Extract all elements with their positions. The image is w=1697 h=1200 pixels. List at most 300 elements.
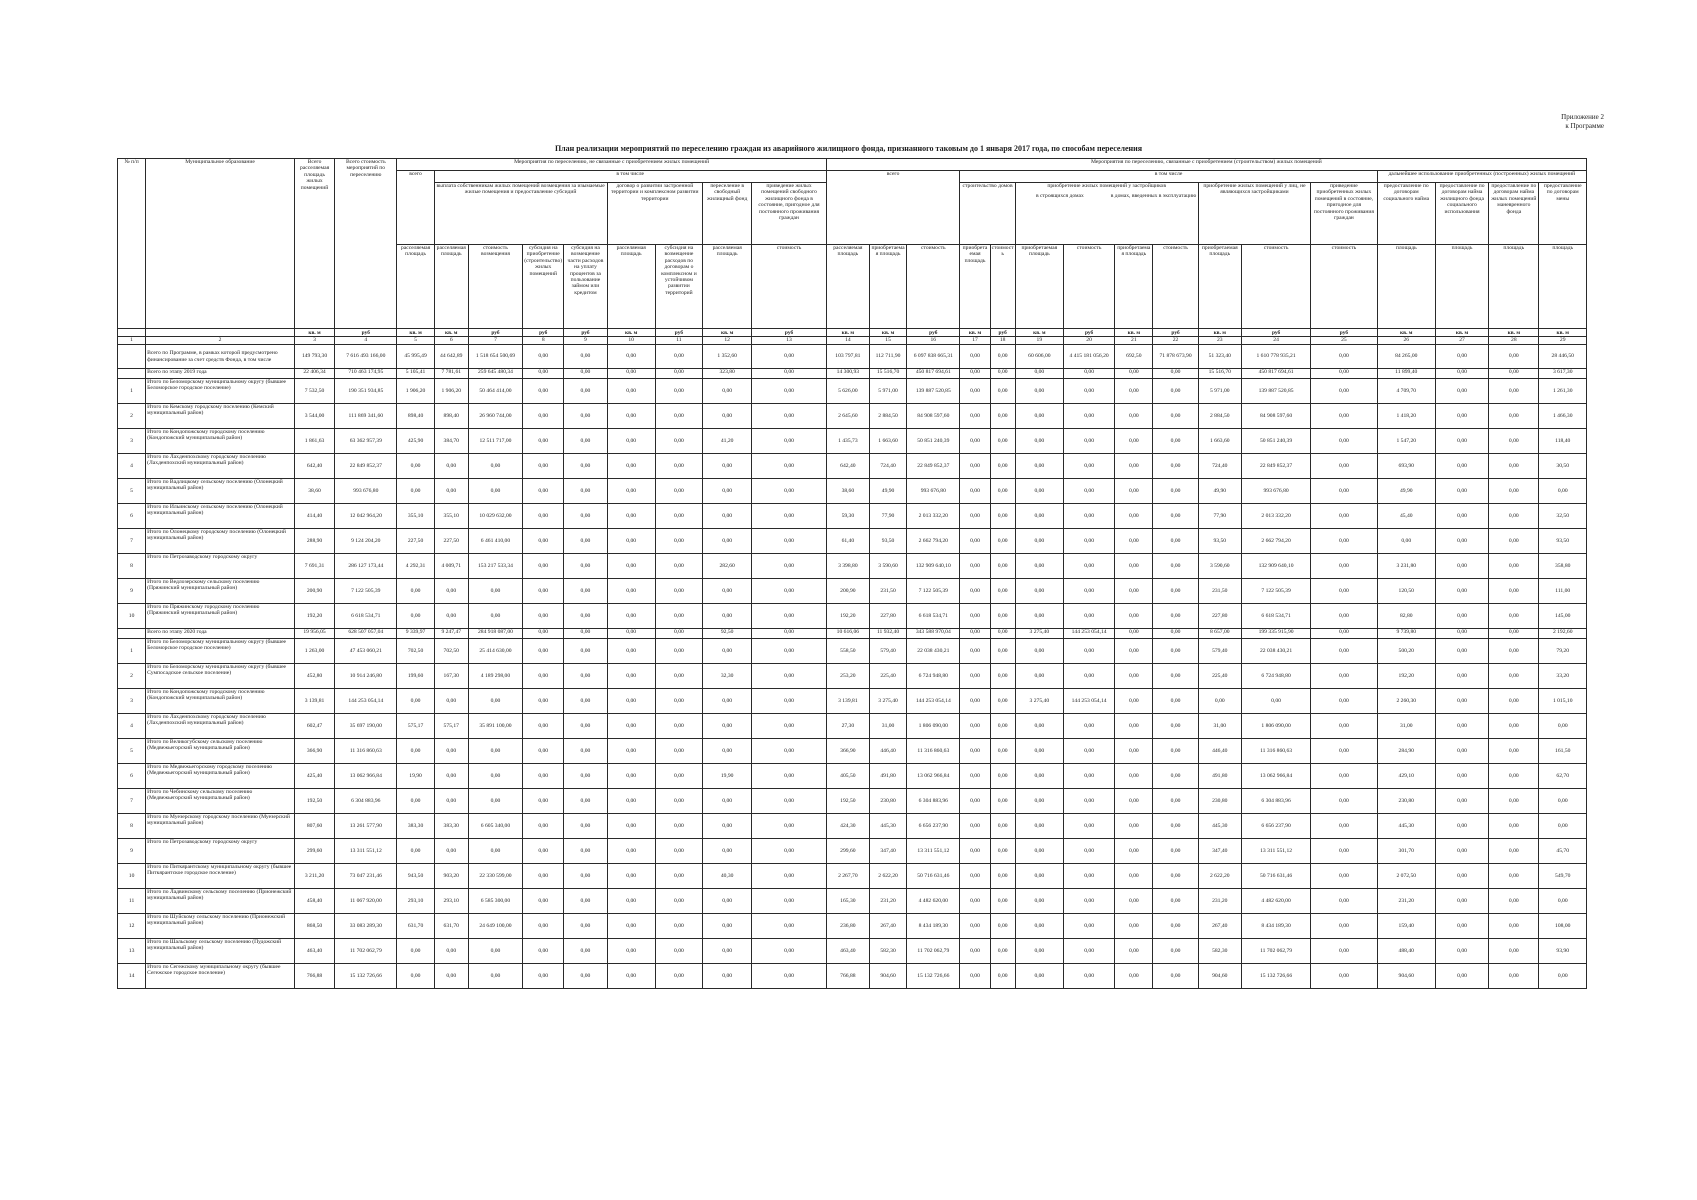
row-value: 0,00 bbox=[990, 604, 1015, 629]
row-value: 0,00 bbox=[1153, 814, 1198, 839]
row-number: 4 bbox=[118, 714, 146, 739]
row-value: 41,20 bbox=[703, 429, 752, 454]
row-value: 2 884,50 bbox=[1198, 404, 1241, 429]
table-row bbox=[118, 379, 1587, 404]
row-value: 7 616 493 166,00 bbox=[335, 345, 397, 369]
row-value: 366,90 bbox=[294, 739, 334, 764]
row-value: 0,00 bbox=[397, 454, 434, 479]
row-value: 1 418,20 bbox=[1377, 404, 1435, 429]
row-value: 6 304 883,96 bbox=[907, 789, 960, 814]
row-value: 0,00 bbox=[1015, 764, 1063, 789]
column-number: 1 bbox=[118, 337, 146, 345]
row-value: 0,00 bbox=[1015, 554, 1063, 579]
row-value: 384,70 bbox=[434, 429, 468, 454]
row-value: 0,00 bbox=[1153, 554, 1198, 579]
row-value: 0,00 bbox=[990, 429, 1015, 454]
row-value: 3 275,40 bbox=[869, 689, 906, 714]
header-sub-28: площадь bbox=[1489, 245, 1539, 329]
row-value: 0,00 bbox=[1435, 629, 1488, 639]
row-number: 14 bbox=[118, 964, 146, 989]
row-value: 231,50 bbox=[1198, 579, 1241, 604]
row-value: 0,00 bbox=[523, 529, 564, 554]
row-value: 0,00 bbox=[1015, 504, 1063, 529]
table-row bbox=[118, 479, 1587, 504]
row-value: 28 446,50 bbox=[1539, 345, 1587, 369]
row-value: 0,00 bbox=[607, 604, 655, 629]
row-number bbox=[118, 369, 146, 379]
row-value: 192,50 bbox=[826, 789, 869, 814]
row-value: 0,00 bbox=[752, 604, 826, 629]
row-value: 61,40 bbox=[826, 529, 869, 554]
row-value: 0,00 bbox=[703, 914, 752, 939]
row-value: 0,00 bbox=[607, 789, 655, 814]
row-value: 6 618 534,71 bbox=[1241, 604, 1310, 629]
row-value: 0,00 bbox=[434, 689, 468, 714]
row-value: 642,40 bbox=[294, 454, 334, 479]
row-value: 0,00 bbox=[1435, 814, 1488, 839]
row-value: 0,00 bbox=[1489, 914, 1539, 939]
row-value: 0,00 bbox=[655, 714, 702, 739]
row-value: 0,00 bbox=[1435, 739, 1488, 764]
row-value: 0,00 bbox=[523, 454, 564, 479]
row-value: 0,00 bbox=[397, 839, 434, 864]
column-number: 26 bbox=[1377, 337, 1435, 345]
row-number: 2 bbox=[118, 404, 146, 429]
row-value: 0,00 bbox=[1115, 554, 1153, 579]
row-value: 2 662 794,20 bbox=[1241, 529, 1310, 554]
row-value: 0,00 bbox=[1015, 579, 1063, 604]
row-value: 0,00 bbox=[1063, 404, 1114, 429]
column-number: 22 bbox=[1153, 337, 1198, 345]
row-value: 0,00 bbox=[1435, 639, 1488, 664]
row-value: 11 702 062,79 bbox=[335, 939, 397, 964]
row-value: 0,00 bbox=[990, 764, 1015, 789]
row-value: 118,40 bbox=[1539, 429, 1587, 454]
row-value: 3 590,60 bbox=[1198, 554, 1241, 579]
header-b-acq-dev-building: в строящихся домах bbox=[1036, 193, 1084, 200]
row-value: 0,00 bbox=[655, 404, 702, 429]
row-value: 0,00 bbox=[655, 629, 702, 639]
row-value: 0,00 bbox=[1063, 379, 1114, 404]
row-value: 35 891 100,00 bbox=[468, 714, 522, 739]
row-value: 0,00 bbox=[1311, 714, 1377, 739]
row-value: 0,00 bbox=[960, 789, 990, 814]
row-value: 0,00 bbox=[1311, 789, 1377, 814]
row-value: 898,40 bbox=[397, 404, 434, 429]
row-municipality-name: Итого по Сегежскому муниципальному округу (бывшее Сегежское городское поселение) bbox=[146, 964, 295, 989]
unit-cell: кв. м bbox=[294, 329, 334, 337]
row-value: 19,90 bbox=[397, 764, 434, 789]
document-title: План реализации мероприятий по переселению граждан из аварийного жилищного фонда, признанного таковым до 1 января 2017 года, по способам переселения bbox=[554, 144, 1143, 153]
row-value: 0,00 bbox=[1115, 579, 1153, 604]
row-value: 0,00 bbox=[1489, 529, 1539, 554]
row-value: 1 610 778 935,21 bbox=[1241, 345, 1310, 369]
row-value: 0,00 bbox=[655, 939, 702, 964]
row-value: 259 645 480,34 bbox=[468, 369, 522, 379]
row-value: 200,90 bbox=[826, 579, 869, 604]
row-value: 0,00 bbox=[1153, 604, 1198, 629]
column-number: 16 bbox=[907, 337, 960, 345]
row-value: 0,00 bbox=[990, 404, 1015, 429]
row-value: 0,00 bbox=[960, 579, 990, 604]
row-value: 0,00 bbox=[1435, 604, 1488, 629]
row-value: 1 806 090,00 bbox=[1241, 714, 1310, 739]
row-value: 355,10 bbox=[397, 504, 434, 529]
row-value: 13 062 966,84 bbox=[1241, 764, 1310, 789]
row-value: 0,00 bbox=[1489, 864, 1539, 889]
row-value: 0,00 bbox=[1063, 504, 1114, 529]
row-value: 2 645,60 bbox=[826, 404, 869, 429]
row-value: 0,00 bbox=[1153, 739, 1198, 764]
unit-cell: кв. м bbox=[1539, 329, 1587, 337]
row-municipality-name: Итого по Петрозаводскому городскому округу bbox=[146, 839, 295, 864]
row-value: 0,00 bbox=[564, 814, 607, 839]
row-value: 0,00 bbox=[434, 939, 468, 964]
row-value: 0,00 bbox=[1311, 939, 1377, 964]
row-value: 22 330 599,00 bbox=[468, 864, 522, 889]
row-value: 0,00 bbox=[1015, 404, 1063, 429]
row-value: 0,00 bbox=[960, 964, 990, 989]
row-value: 6 585 300,00 bbox=[468, 889, 522, 914]
table-row bbox=[118, 864, 1587, 889]
row-value: 0,00 bbox=[1063, 369, 1114, 379]
row-value: 445,30 bbox=[1377, 814, 1435, 839]
row-value: 0,00 bbox=[1015, 664, 1063, 689]
row-value: 0,00 bbox=[1377, 529, 1435, 554]
row-value: 267,40 bbox=[1198, 914, 1241, 939]
row-value: 167,30 bbox=[434, 664, 468, 689]
row-value: 0,00 bbox=[703, 839, 752, 864]
row-value: 50 716 631,46 bbox=[907, 864, 960, 889]
row-municipality-name: Всего по Программе, в рамках которой предусмотрено финансирование за счет средств Фонда, в том числе bbox=[146, 345, 295, 369]
row-value: 0,00 bbox=[960, 629, 990, 639]
row-value: 0,00 bbox=[655, 529, 702, 554]
row-value: 904,60 bbox=[1377, 964, 1435, 989]
unit-cell: кв. м bbox=[1489, 329, 1539, 337]
row-value: 0,00 bbox=[1115, 504, 1153, 529]
row-value: 30,50 bbox=[1539, 454, 1587, 479]
row-value: 230,80 bbox=[869, 789, 906, 814]
row-value: 491,80 bbox=[869, 764, 906, 789]
row-value: 807,60 bbox=[294, 814, 334, 839]
row-value: 27,30 bbox=[826, 714, 869, 739]
row-value: 0,00 bbox=[1015, 914, 1063, 939]
row-value: 602,47 bbox=[294, 714, 334, 739]
table-row bbox=[118, 939, 1587, 964]
row-value: 33 083 289,30 bbox=[335, 914, 397, 939]
row-value: 0,00 bbox=[990, 714, 1015, 739]
row-value: 10 029 632,00 bbox=[468, 504, 522, 529]
row-value: 0,00 bbox=[1489, 429, 1539, 454]
row-value: 11 932,40 bbox=[869, 629, 906, 639]
row-value: 0,00 bbox=[564, 664, 607, 689]
row-value: 0,00 bbox=[523, 369, 564, 379]
table-row bbox=[118, 345, 1587, 369]
row-value: 111 869 341,60 bbox=[335, 404, 397, 429]
row-value: 358,80 bbox=[1539, 554, 1587, 579]
row-value: 0,00 bbox=[434, 454, 468, 479]
row-value: 0,00 bbox=[468, 604, 522, 629]
table-row bbox=[118, 814, 1587, 839]
row-value: 458,40 bbox=[294, 889, 334, 914]
row-value: 898,40 bbox=[434, 404, 468, 429]
row-value: 0,00 bbox=[1153, 504, 1198, 529]
row-value: 6 304 883,96 bbox=[1241, 789, 1310, 814]
row-municipality-name: Итого по Медвежьегорскому городскому поселению (Медвежьегорский муниципальный район) bbox=[146, 764, 295, 789]
row-value: 2 013 332,20 bbox=[1241, 504, 1310, 529]
row-value: 0,00 bbox=[523, 764, 564, 789]
row-value: 0,00 bbox=[1153, 529, 1198, 554]
header-a-free-fund: переселение в свободный жилищный фонд bbox=[703, 183, 752, 245]
row-value: 0,00 bbox=[1489, 504, 1539, 529]
row-value: 0,00 bbox=[564, 345, 607, 369]
row-value: 868,50 bbox=[294, 914, 334, 939]
row-value: 0,00 bbox=[1063, 964, 1114, 989]
row-value: 429,10 bbox=[1377, 764, 1435, 789]
row-number: 1 bbox=[118, 639, 146, 664]
row-value: 0,00 bbox=[752, 639, 826, 664]
row-value: 10 616,06 bbox=[826, 629, 869, 639]
row-value: 284 918 087,00 bbox=[468, 629, 522, 639]
row-value: 0,00 bbox=[397, 964, 434, 989]
row-municipality-name: Итого по Кемскому городскому поселению (Кемский муниципальный район) bbox=[146, 404, 295, 429]
column-number: 4 bbox=[335, 337, 397, 345]
table-row bbox=[118, 629, 1587, 639]
row-value: 0,00 bbox=[1435, 529, 1488, 554]
row-value: 0,00 bbox=[703, 889, 752, 914]
row-value: 0,00 bbox=[1489, 639, 1539, 664]
row-value: 71 878 673,90 bbox=[1153, 345, 1198, 369]
column-number: 3 bbox=[294, 337, 334, 345]
row-value: 0,00 bbox=[655, 504, 702, 529]
column-number: 18 bbox=[990, 337, 1015, 345]
row-value: 288,90 bbox=[294, 529, 334, 554]
row-value: 424,30 bbox=[826, 814, 869, 839]
row-value: 0,00 bbox=[1435, 429, 1488, 454]
row-value: 0,00 bbox=[1115, 369, 1153, 379]
row-value: 0,00 bbox=[703, 529, 752, 554]
row-value: 50 851 240,39 bbox=[907, 429, 960, 454]
row-value: 31,00 bbox=[1377, 714, 1435, 739]
row-value: 50 464 414,00 bbox=[468, 379, 522, 404]
row-value: 0,00 bbox=[607, 404, 655, 429]
relocation-plan-table bbox=[117, 158, 1587, 989]
row-value: 0,00 bbox=[1153, 839, 1198, 864]
unit-cell: руб bbox=[1311, 329, 1377, 337]
row-value: 0,00 bbox=[434, 964, 468, 989]
row-value: 993 676,80 bbox=[1241, 479, 1310, 504]
row-value: 582,30 bbox=[1198, 939, 1241, 964]
row-number: 5 bbox=[118, 739, 146, 764]
row-value: 132 909 640,10 bbox=[907, 554, 960, 579]
row-value: 450 817 694,61 bbox=[907, 369, 960, 379]
units-row bbox=[118, 329, 1587, 337]
row-value: 0,00 bbox=[523, 789, 564, 814]
unit-cell bbox=[146, 329, 295, 337]
row-value: 904,60 bbox=[1198, 964, 1241, 989]
row-value: 84 908 597,60 bbox=[907, 404, 960, 429]
row-value: 0,00 bbox=[564, 964, 607, 989]
row-value: 0,00 bbox=[1015, 939, 1063, 964]
row-value: 2 267,70 bbox=[826, 864, 869, 889]
row-value: 0,00 bbox=[1063, 739, 1114, 764]
row-value: 0,00 bbox=[1115, 379, 1153, 404]
row-value: 22 849 852,37 bbox=[335, 454, 397, 479]
row-value: 579,40 bbox=[1198, 639, 1241, 664]
row-value: 0,00 bbox=[1063, 864, 1114, 889]
table-row bbox=[118, 579, 1587, 604]
row-value: 0,00 bbox=[960, 454, 990, 479]
row-value: 79,20 bbox=[1539, 639, 1587, 664]
row-number: 2 bbox=[118, 664, 146, 689]
row-value: 0,00 bbox=[1311, 579, 1377, 604]
row-value: 0,00 bbox=[1015, 739, 1063, 764]
row-value: 199 335 915,90 bbox=[1241, 629, 1310, 639]
column-number: 6 bbox=[434, 337, 468, 345]
row-value: 62,70 bbox=[1539, 764, 1587, 789]
row-value: 0,00 bbox=[607, 689, 655, 714]
row-value: 0,00 bbox=[564, 939, 607, 964]
row-value: 0,00 bbox=[607, 764, 655, 789]
row-value: 22 849 852,37 bbox=[907, 454, 960, 479]
row-value: 0,00 bbox=[1015, 839, 1063, 864]
row-value: 9 247,47 bbox=[434, 629, 468, 639]
row-value: 13 062 966,84 bbox=[335, 764, 397, 789]
row-value: 82,80 bbox=[1377, 604, 1435, 629]
row-value: 0,00 bbox=[1311, 664, 1377, 689]
row-value: 0,00 bbox=[1539, 479, 1587, 504]
row-value: 1 466,30 bbox=[1539, 404, 1587, 429]
row-value: 103 797,81 bbox=[826, 345, 869, 369]
column-number: 21 bbox=[1115, 337, 1153, 345]
row-value: 0,00 bbox=[1153, 939, 1198, 964]
row-number: 12 bbox=[118, 914, 146, 939]
header-a-agreement: договор о развитии застроенной территории и комплексном развитии территории bbox=[607, 183, 703, 245]
row-value: 0,00 bbox=[523, 404, 564, 429]
row-value: 0,00 bbox=[468, 454, 522, 479]
row-number: 4 bbox=[118, 454, 146, 479]
row-value: 0,00 bbox=[990, 839, 1015, 864]
row-municipality-name: Итого по Петрозаводскому городскому округу bbox=[146, 554, 295, 579]
row-value: 0,00 bbox=[1489, 379, 1539, 404]
header-group-acquisition: Мероприятия по переселению, связанные с приобретением (строительством) жилых помещений bbox=[826, 159, 1586, 171]
row-value: 3 211,20 bbox=[294, 864, 334, 889]
row-value: 463,40 bbox=[826, 939, 869, 964]
row-value: 225,40 bbox=[869, 664, 906, 689]
row-value: 0,00 bbox=[1063, 939, 1114, 964]
row-municipality-name: Итого по Шальскому сельскому поселению (Пудожский муниципальный район) bbox=[146, 939, 295, 964]
row-value: 0,00 bbox=[1539, 964, 1587, 989]
row-municipality-name: Итого по Беломорскому муниципальному округу (бывшее Беломорское городское поселение) bbox=[146, 379, 295, 404]
appendix-note bbox=[1561, 113, 1604, 131]
row-value: 0,00 bbox=[703, 789, 752, 814]
row-value: 1 263,00 bbox=[294, 639, 334, 664]
header-sub-25: стоимость bbox=[1311, 245, 1377, 329]
row-value: 0,00 bbox=[564, 839, 607, 864]
row-value: 0,00 bbox=[960, 529, 990, 554]
row-municipality-name: Итого по Ладвинскому сельскому поселению (Прионежский муниципальный район) bbox=[146, 889, 295, 914]
row-value: 0,00 bbox=[990, 369, 1015, 379]
table-row bbox=[118, 429, 1587, 454]
row-value: 31,00 bbox=[1198, 714, 1241, 739]
row-value: 0,00 bbox=[1015, 714, 1063, 739]
row-value: 0,00 bbox=[990, 689, 1015, 714]
row-value: 0,00 bbox=[523, 604, 564, 629]
row-value: 1 663,60 bbox=[1198, 429, 1241, 454]
row-value: 0,00 bbox=[468, 739, 522, 764]
row-value: 6 618 534,71 bbox=[335, 604, 397, 629]
row-value: 77,90 bbox=[869, 504, 906, 529]
row-value: 414,40 bbox=[294, 504, 334, 529]
row-value: 0,00 bbox=[1115, 889, 1153, 914]
row-value: 32,50 bbox=[1539, 504, 1587, 529]
row-value: 0,00 bbox=[1015, 864, 1063, 889]
row-value: 0,00 bbox=[703, 714, 752, 739]
row-value: 0,00 bbox=[1489, 789, 1539, 814]
header-sub-14: расселяемая площадь bbox=[826, 245, 869, 329]
row-value: 0,00 bbox=[564, 604, 607, 629]
row-value: 0,00 bbox=[1489, 404, 1539, 429]
row-value: 11 702 062,79 bbox=[907, 939, 960, 964]
column-number: 7 bbox=[468, 337, 522, 345]
row-value: 45,40 bbox=[1377, 504, 1435, 529]
row-value: 0,00 bbox=[752, 429, 826, 454]
header-a-payment: выплата собственникам жилых помещений возмещения за изымаемые жилые помещения и предоставление субсидий bbox=[434, 183, 607, 245]
row-value: 0,00 bbox=[960, 369, 990, 379]
row-value: 6 656 237,90 bbox=[907, 814, 960, 839]
row-value: 0,00 bbox=[1435, 479, 1488, 504]
row-value: 0,00 bbox=[1063, 604, 1114, 629]
appendix-line-1: Приложение 2 bbox=[1561, 113, 1604, 121]
row-value: 0,00 bbox=[397, 579, 434, 604]
row-value: 0,00 bbox=[1153, 379, 1198, 404]
row-value: 24 649 100,00 bbox=[468, 914, 522, 939]
row-value: 0,00 bbox=[1063, 429, 1114, 454]
row-value: 0,00 bbox=[1489, 604, 1539, 629]
row-value: 0,00 bbox=[1063, 814, 1114, 839]
row-value: 0,00 bbox=[564, 579, 607, 604]
row-value: 11 702 062,79 bbox=[1241, 939, 1310, 964]
row-value: 15 132 726,66 bbox=[1241, 964, 1310, 989]
table-row bbox=[118, 664, 1587, 689]
row-value: 63 362 957,39 bbox=[335, 429, 397, 454]
row-value: 9 739,80 bbox=[1377, 629, 1435, 639]
row-value: 49,90 bbox=[1198, 479, 1241, 504]
row-number: 10 bbox=[118, 864, 146, 889]
row-value: 0,00 bbox=[655, 739, 702, 764]
row-value: 0,00 bbox=[397, 939, 434, 964]
row-value: 0,00 bbox=[990, 345, 1015, 369]
row-value: 4 189 298,00 bbox=[468, 664, 522, 689]
row-value: 0,00 bbox=[1489, 764, 1539, 789]
row-value: 0,00 bbox=[607, 739, 655, 764]
row-value: 0,00 bbox=[703, 814, 752, 839]
row-value: 0,00 bbox=[752, 864, 826, 889]
row-value: 0,00 bbox=[960, 554, 990, 579]
row-value: 159,40 bbox=[1377, 914, 1435, 939]
row-value: 0,00 bbox=[564, 689, 607, 714]
column-number: 13 bbox=[752, 337, 826, 345]
row-value: 0,00 bbox=[1489, 839, 1539, 864]
row-value: 0,00 bbox=[523, 914, 564, 939]
row-value: 13 311 551,12 bbox=[335, 839, 397, 864]
row-value: 323,80 bbox=[703, 369, 752, 379]
row-value: 0,00 bbox=[607, 664, 655, 689]
header-sub-6: расселяемая площадь bbox=[434, 245, 468, 329]
row-value: 0,00 bbox=[1489, 345, 1539, 369]
row-value: 108,00 bbox=[1539, 914, 1587, 939]
row-value: 0,00 bbox=[752, 404, 826, 429]
